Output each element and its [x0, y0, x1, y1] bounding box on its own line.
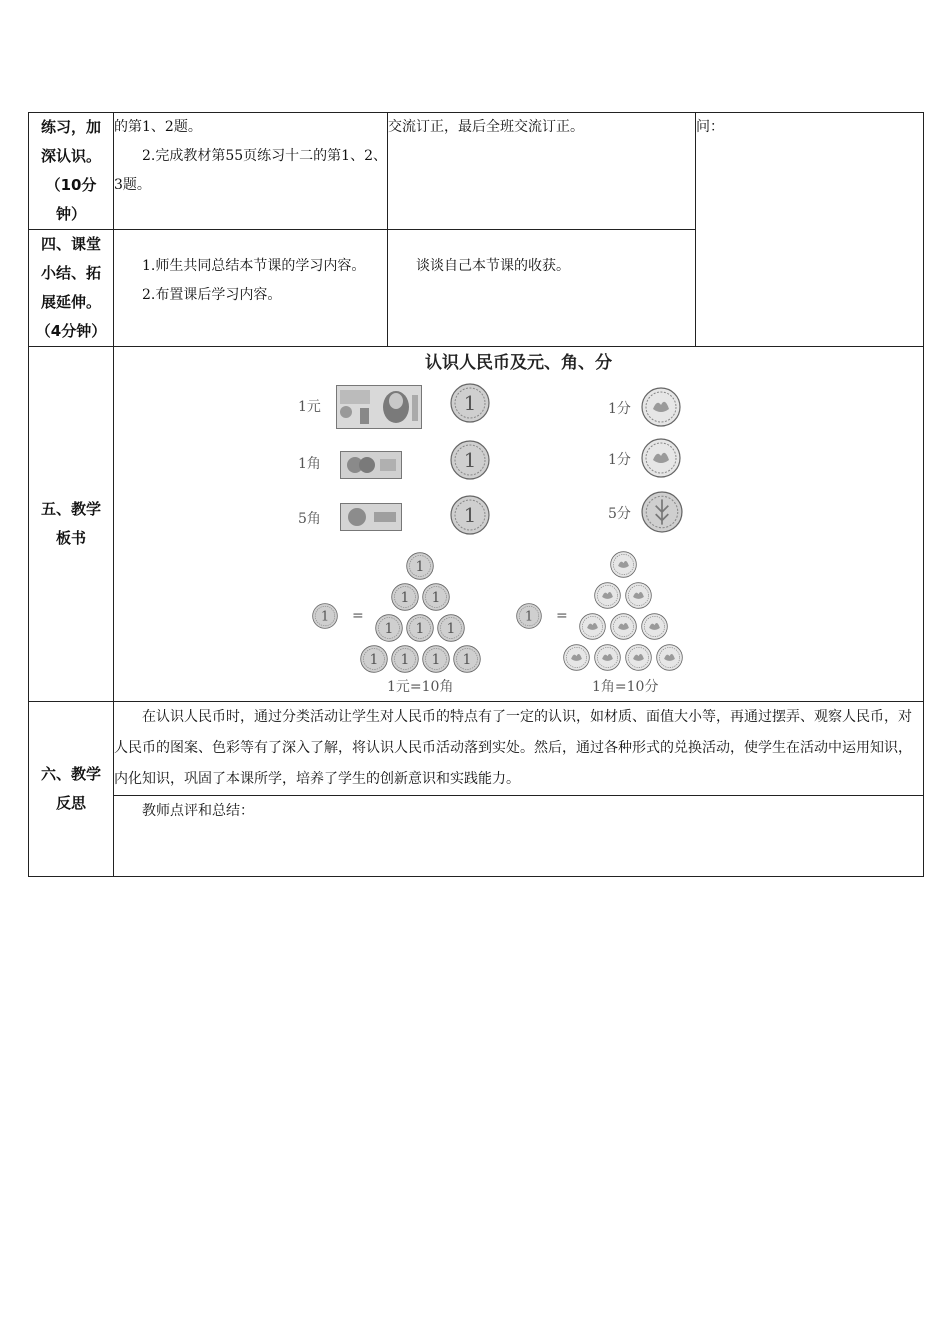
- one-fen-coin-icon: [610, 613, 637, 640]
- design-text: 问：: [696, 119, 724, 135]
- stage-board: [29, 347, 114, 702]
- one-yuan-coin-icon: [450, 383, 490, 423]
- svg-text:1: 1: [524, 609, 534, 625]
- one-jiao-coin-icon: [391, 583, 419, 611]
- one-jiao-banknote-icon: [340, 451, 402, 479]
- design-intent-cell: [696, 113, 924, 347]
- jiao-fen-equation: 1角=10分: [592, 679, 659, 695]
- teacher-text: 的第1、2题。: [114, 119, 202, 135]
- teacher-comment-label: 教师点评和总结：: [142, 803, 254, 819]
- label-5-jiao: 5角: [298, 511, 321, 527]
- practice-row: [29, 113, 924, 230]
- one-fen-coin-icon: [625, 582, 652, 609]
- label-5-fen: 5分: [608, 506, 631, 522]
- five-jiao-banknote-icon: [340, 503, 402, 531]
- svg-text:1: 1: [462, 651, 472, 668]
- stage-line: 展延伸。: [40, 293, 101, 311]
- svg-text:1: 1: [463, 448, 477, 472]
- svg-text:1: 1: [320, 609, 330, 625]
- yuan-jiao-equation: 1元=10角: [387, 679, 454, 695]
- one-fen-coin-icon: [641, 438, 681, 478]
- one-fen-coin-icon: [641, 613, 668, 640]
- one-yuan-coin-icon: [312, 603, 338, 629]
- student-text: 谈谈自己本节课的收获。: [416, 258, 570, 274]
- five-fen-coin-icon: [641, 491, 683, 533]
- blackboard-design: [114, 347, 923, 701]
- one-jiao-coin-icon: [437, 614, 465, 642]
- one-jiao-coin-icon: [422, 645, 450, 673]
- lesson-plan-table: [28, 112, 924, 877]
- board-row: [29, 347, 924, 702]
- comment-row: [29, 796, 924, 877]
- stage-summary: [29, 230, 114, 347]
- blackboard-cell: [114, 347, 924, 702]
- reflection-row: [29, 702, 924, 796]
- stage-line: （4分钟）: [35, 322, 107, 340]
- teacher-text: 2.布置课后学习内容。: [142, 287, 282, 303]
- teacher-text: 2.完成教材第55页练习十二的第1、2、3题。: [114, 148, 387, 193]
- one-fen-coin-icon: [625, 644, 652, 671]
- svg-text:1: 1: [384, 620, 394, 637]
- one-jiao-coin-icon: [406, 614, 434, 642]
- board-title: 认识人民币及元、角、分: [425, 353, 612, 373]
- student-activity-practice: [388, 113, 696, 230]
- label-1-jiao: 1角: [298, 456, 321, 472]
- one-jiao-coin-icon: [375, 614, 403, 642]
- svg-text:1: 1: [415, 620, 425, 637]
- student-text: 交流订正，最后全班交流订正。: [388, 119, 584, 135]
- svg-text:1: 1: [431, 651, 441, 668]
- stage-practice: [29, 113, 114, 230]
- stage-line: 小结、拓: [40, 264, 101, 282]
- svg-text:1: 1: [400, 651, 410, 668]
- stage-line: 五、教学: [40, 500, 101, 518]
- one-fen-coin-icon: [610, 551, 637, 578]
- reflection-paragraph: 在认识人民币时，通过分类活动让学生对人民币的特点有了一定的认识，如材质、面值大小等，再通过摆弄、观察人民币，对人民币的图案、色彩等有了深入了解，将认识人民币活动落到实处。然后，通过各种形式的兑换活动，使学生在活动中运用知识，内化知识，巩固了本课所学，培养了学生的创新意识和实践能力。: [114, 709, 912, 787]
- one-fen-coin-icon: [563, 644, 590, 671]
- stage-line: 反思: [55, 794, 86, 812]
- one-jiao-coin-icon: [516, 603, 542, 629]
- svg-text:1: 1: [415, 558, 425, 575]
- one-jiao-coin-icon: [360, 645, 388, 673]
- svg-text:1: 1: [431, 589, 441, 606]
- svg-text:1: 1: [369, 651, 379, 668]
- teacher-text: 1.师生共同总结本节课的学习内容。: [142, 258, 366, 274]
- one-fen-coin-icon: [641, 387, 681, 427]
- stage-line: （10分: [45, 176, 97, 194]
- teacher-activity-practice: [114, 113, 388, 230]
- svg-text:1: 1: [446, 620, 456, 637]
- stage-line: 练习，加: [40, 118, 101, 136]
- student-activity-summary: [388, 230, 696, 347]
- stage-line: 六、教学: [40, 765, 101, 783]
- equals-sign: =: [352, 608, 364, 624]
- stage-line: 钟）: [55, 205, 86, 223]
- reflection-text: [114, 702, 924, 796]
- label-1-fen: 1分: [608, 401, 631, 417]
- stage-line: 四、课堂: [40, 235, 101, 253]
- one-fen-coin-icon: [656, 644, 683, 671]
- stage-reflection: [29, 702, 114, 877]
- five-jiao-coin-icon: [450, 495, 490, 535]
- teacher-activity-summary: [114, 230, 388, 347]
- stage-line: 深认识。: [40, 147, 101, 165]
- svg-text:1: 1: [463, 503, 477, 527]
- one-jiao-coin-icon: [453, 645, 481, 673]
- svg-text:1: 1: [400, 589, 410, 606]
- one-jiao-coin-icon: [450, 440, 490, 480]
- one-yuan-banknote-icon: [336, 385, 422, 429]
- equals-sign: =: [556, 608, 568, 624]
- stage-line: 板书: [55, 529, 86, 547]
- one-jiao-coin-icon: [422, 583, 450, 611]
- svg-text:1: 1: [463, 391, 477, 415]
- one-jiao-coin-icon: [391, 645, 419, 673]
- one-fen-coin-icon: [594, 644, 621, 671]
- one-fen-coin-icon: [594, 582, 621, 609]
- teacher-comment-cell: [114, 796, 924, 877]
- one-jiao-coin-icon: [406, 552, 434, 580]
- label-1-yuan: 1元: [298, 399, 321, 415]
- one-fen-coin-icon: [579, 613, 606, 640]
- label-1-fen: 1分: [608, 452, 631, 468]
